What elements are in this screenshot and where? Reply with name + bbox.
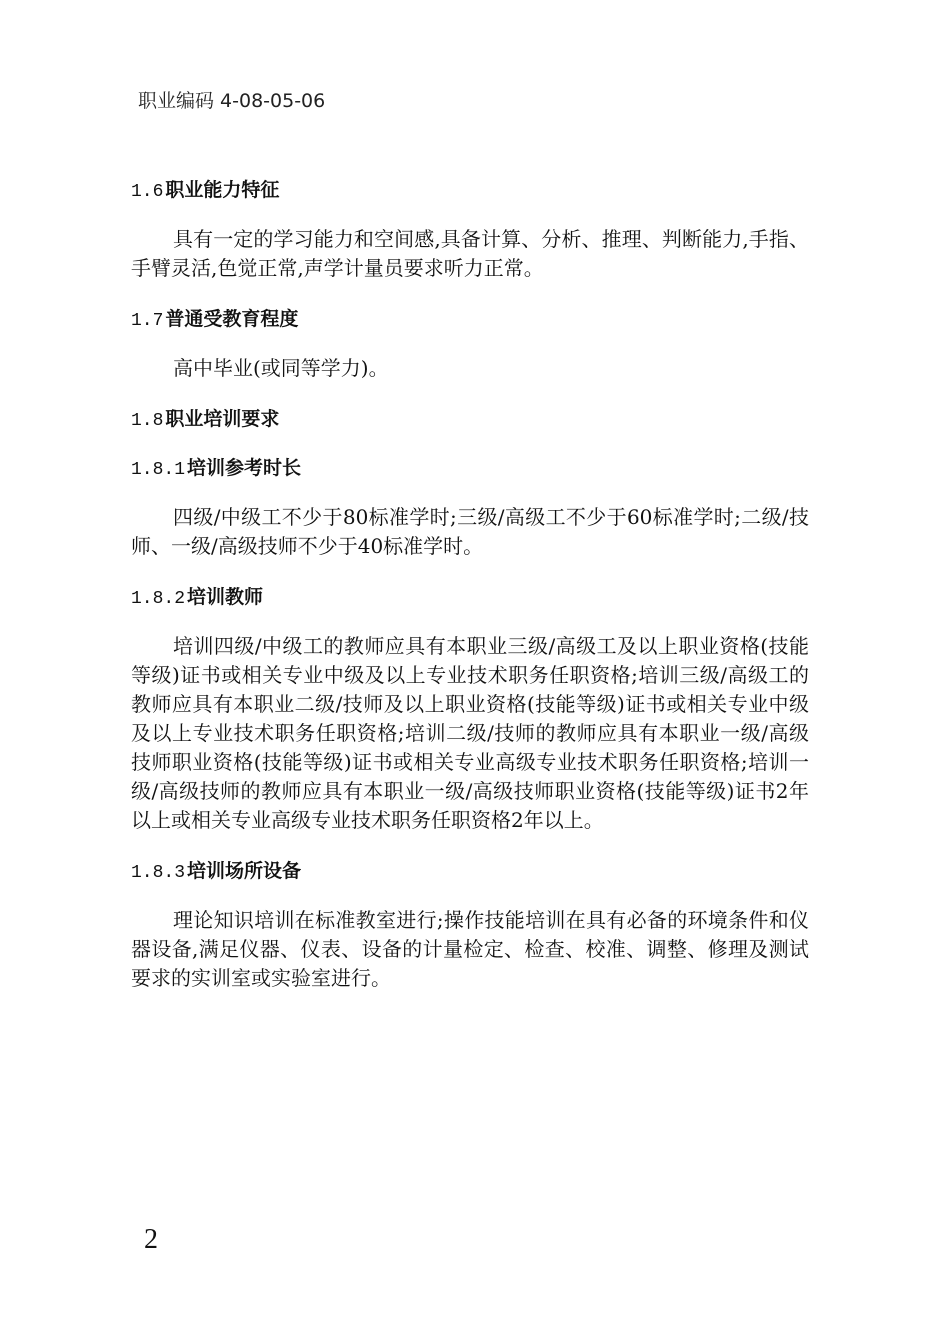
section-number: 1.8.3 — [131, 863, 186, 883]
section-number: 1.7 — [131, 311, 164, 331]
section-title: 普通受教育程度 — [165, 308, 299, 330]
section-paragraph-1-8-3: 理论知识培训在标准教室进行;操作技能培训在具有必备的环境条件和仪器设备,满足仪器、仪表、设备的计量检定、检查、校准、调整、修理及测试要求的实训室或实验室进行。 — [131, 908, 809, 990]
section-number: 1.8.2 — [131, 589, 186, 609]
section-paragraph-1-8-1: 四级/中级工不少于80标准学时;三级/高级工不少于60标准学时;二级/技师、一级/高级技师不少于40标准学时。 — [131, 505, 809, 558]
section-title: 培训参考时长 — [187, 457, 302, 479]
running-header-text: 职业编码 4-08-05-06 — [138, 90, 326, 112]
section-heading-1-8 — [131, 405, 809, 435]
section-number: 1.6 — [131, 182, 164, 202]
running-header — [138, 90, 378, 112]
section-heading-1-6 — [131, 176, 809, 206]
section-number: 1.8.1 — [131, 460, 186, 480]
section-paragraph-1-8-2: 培训四级/中级工的教师应具有本职业三级/高级工及以上职业资格(技能等级)证书或相关专业中级及以上专业技术职务任职资格;培训三级/高级工的教师应具有本职业二级/技师及以上职业资格(技能等级)证书或相关专业中级及以上专业技术职务任职资格;培训二级/技师的教师应具有本职业一级/高级技师职业资格(技能等级)证书或相关专业高级专业技术职务任职资格;培训一级/高级技师的教师应具有本职业一级/高级技师职业资格(技能等级)证书2年以上或相关专业高级专业技术职务任职资格2年以上。 — [131, 634, 809, 832]
section-title: 职业能力特征 — [165, 179, 280, 201]
section-title: 培训场所设备 — [187, 860, 302, 882]
section-title: 培训教师 — [187, 586, 264, 608]
section-heading-1-8-3 — [131, 857, 809, 887]
section-paragraph-1-7: 高中毕业(或同等学力)。 — [173, 356, 389, 380]
section-heading-1-8-1 — [131, 454, 809, 484]
document-body — [131, 176, 809, 993]
section-heading-1-7 — [131, 305, 809, 335]
section-title: 职业培训要求 — [165, 408, 280, 430]
page-number: 2 — [144, 1224, 158, 1255]
section-number: 1.8 — [131, 411, 164, 431]
section-heading-1-8-2 — [131, 583, 809, 613]
section-paragraph-1-6: 具有一定的学习能力和空间感,具备计算、分析、推理、判断能力,手指、手臂灵活,色觉正常,声学计量员要求听力正常。 — [131, 227, 809, 280]
